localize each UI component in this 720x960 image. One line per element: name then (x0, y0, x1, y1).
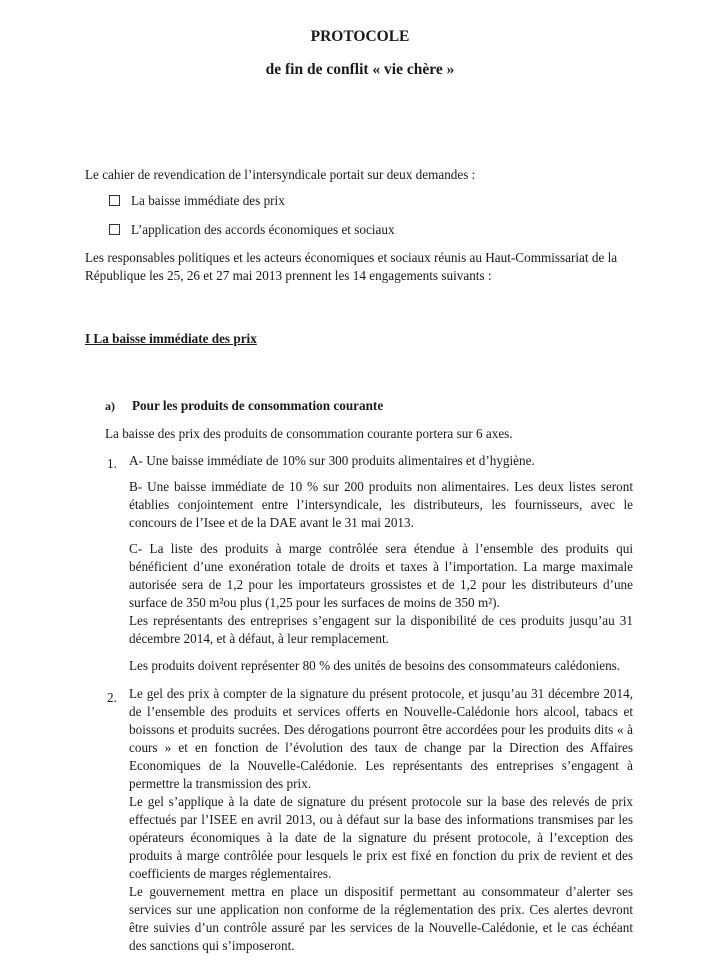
section-heading: I La baisse immédiate des prix (85, 331, 257, 346)
item-paragraph: A- Une baisse immédiate de 10% sur 300 produits alimentaires et d’hygiène. (129, 453, 535, 468)
item-paragraph: Le gel des prix à compter de la signature du présent protocole, et jusqu’au 31 décembre 2014, de l’ensemble des produits et services offerts en Nouvelle-Calédonie hors alcool, tabacs et boissons et produits sucrées. Des dérogations pourront être accordées pour les produits dits « à cours » et en fonction de l’évolution des taux de change par la Direction des Affaires Economiques de la Nouvelle-Calédonie. Les représentants des entreprises s’engagent à permettre la transmission des prix. (129, 686, 633, 791)
item-number: 1. (107, 456, 117, 471)
subsection-heading (105, 397, 383, 415)
subsection-title: Pour les produits de consommation courante (132, 398, 384, 413)
document-title: PROTOCOLE (310, 28, 410, 45)
intro-text: Le cahier de revendication de l’intersyndicale portait sur deux demandes : (85, 167, 476, 182)
item-paragraph: Les représentants des entreprises s’engagent sur la disponibilité de ces produits jusqu’au 31 décembre 2014, et à défaut, à leur remplacement. (129, 613, 633, 646)
subsection-intro: La baisse des prix des produits de consommation courante portera sur 6 axes. (105, 426, 513, 441)
demand-item (109, 221, 395, 239)
item-paragraph: Le gel s’applique à la date de signature du présent protocole sur la base des relevés de prix effectués par l’ISEE en avril 2013, ou à défaut sur la base des informations transmises par les opérateurs économiques à la date de la signature du présent protocole, à l’exception des produits à marge contrôlée pour lesquels le prix est fixé en fonction du prix de revient et des coefficients de marges réglementaires. (129, 794, 633, 881)
item-paragraph: B- Une baisse immédiate de 10 % sur 200 produits non alimentaires. Les deux listes seront établies conjointement entre l’intersyndicale, les distributeurs, les fournisseurs, avec le concours de l’Isee et de la DAE avant le 31 mai 2013. (129, 479, 633, 530)
item-number: 2. (107, 690, 117, 705)
item-paragraph: Les produits doivent représenter 80 % des unités de besoins des consommateurs calédoniens. (129, 658, 621, 673)
checkbox-square-icon (109, 224, 120, 235)
subsection-label: a) (105, 399, 115, 413)
item-paragraph: C- La liste des produits à marge contrôlée sera étendue à l’ensemble des produits qui bénéficient d’une exonération totale de droits et taxes à l’importation. La marge maximale autorisée sera de 1,2 pour les importateurs grossistes et de 1,2 pour les distributeurs d’une surface de 350 m²ou plus (1,25 pour les surfaces de moins de 350 m²). (129, 541, 633, 610)
document-subtitle: de fin de conflit « vie chère » (265, 61, 455, 78)
demand-item (109, 192, 285, 210)
engagement-intro: Les responsables politiques et les acteurs économiques et sociaux réunis au Haut-Commissariat de la République les 25, 26 et 27 mai 2013 prennent les 14 engagements suivants : (85, 250, 618, 283)
demand-label: La baisse immédiate des prix (131, 193, 285, 208)
item-paragraph: Le gouvernement mettra en place un dispositif permettant au consommateur d’alerter ses services sur une application non conforme de la réglementation des prix. Ces alertes devront être suivies d’un contrôle assuré par les services de la Nouvelle-Calédonie, et le cas échéant des sanctions qui s’imposeront. (129, 884, 633, 953)
demand-label: L’application des accords économiques et sociaux (131, 222, 395, 237)
checkbox-square-icon (109, 195, 120, 206)
